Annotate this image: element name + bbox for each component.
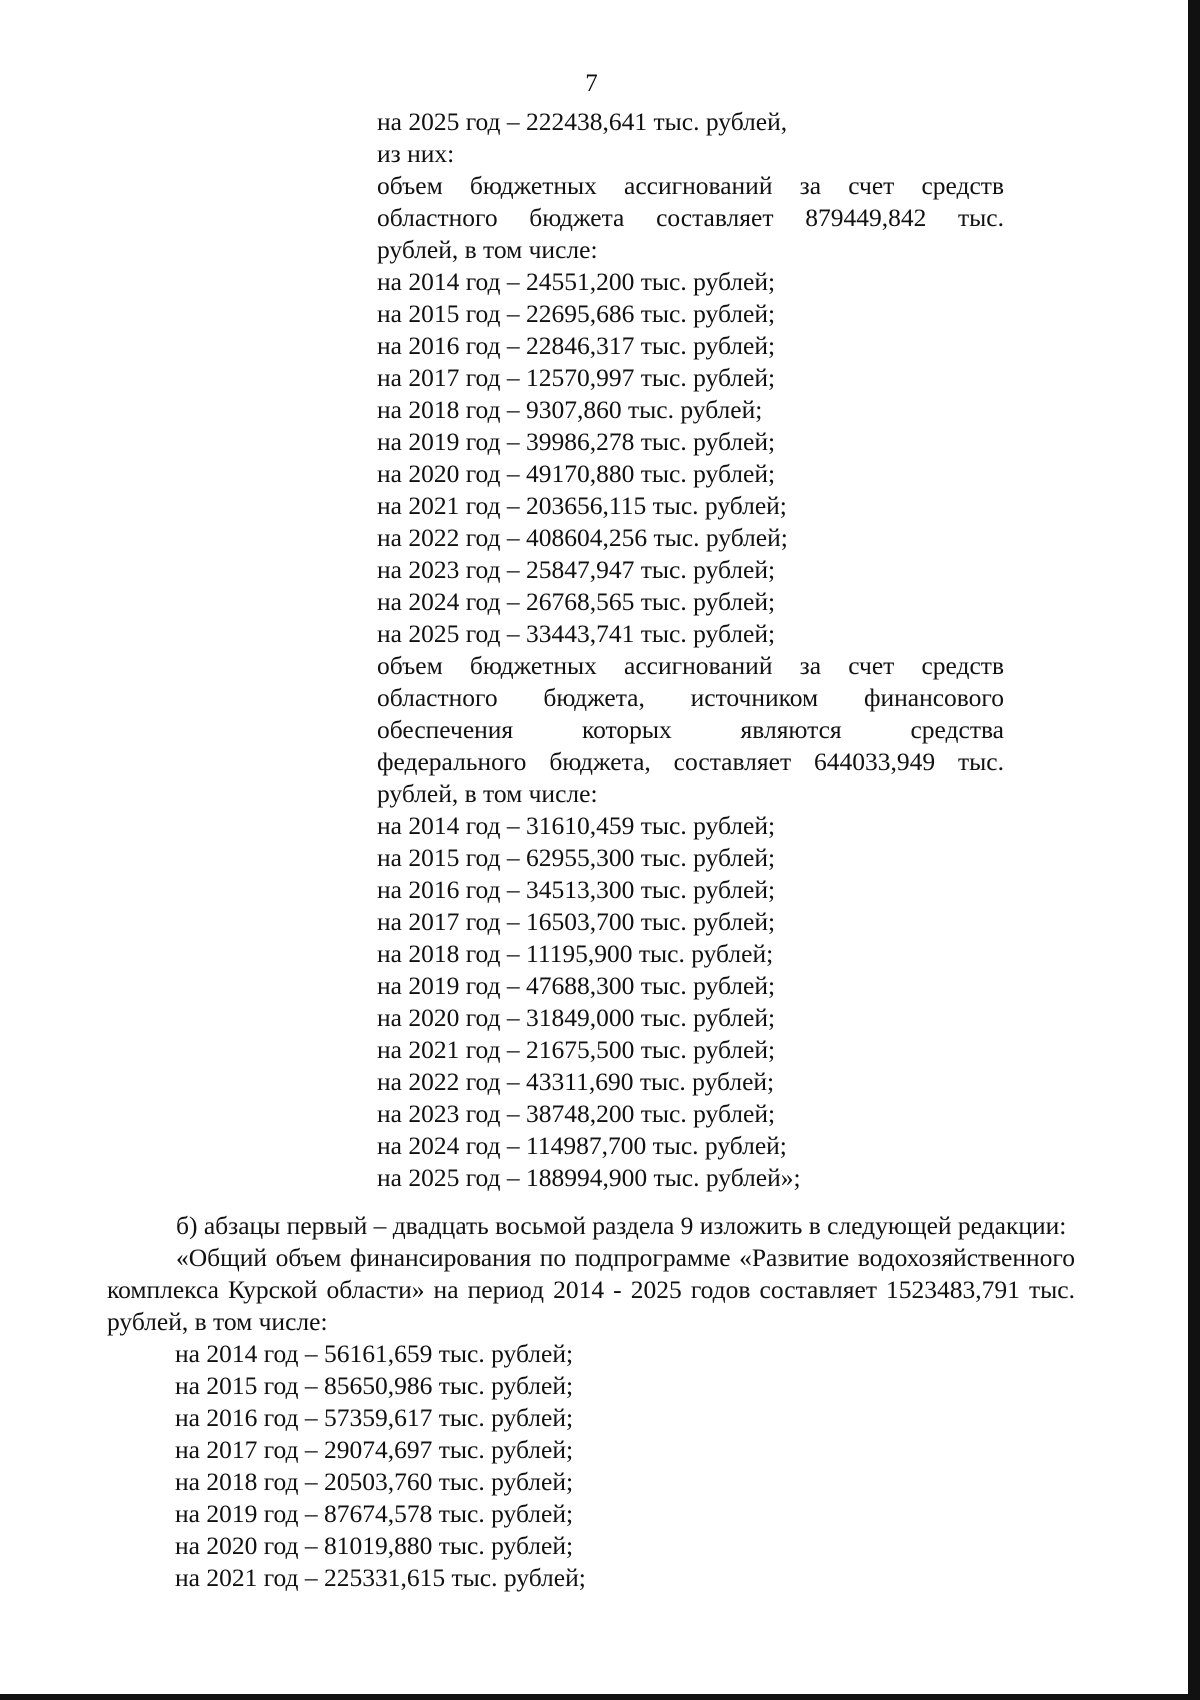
year-line-2025-total: на 2025 год – 222438,641 тыс. рублей, (377, 107, 788, 136)
list-item: на 2020 год – 49170,880 тыс. рублей; (377, 459, 776, 488)
list-item: на 2024 год – 114987,700 тыс. рублей; (377, 1131, 787, 1160)
list-item: на 2017 год – 12570,997 тыс. рублей; (377, 363, 776, 392)
list-item: на 2023 год – 25847,947 тыс. рублей; (377, 555, 776, 584)
financing-details-column (377, 106, 1004, 1194)
list-item: на 2018 год – 11195,900 тыс. рублей; (377, 939, 774, 968)
scan-border-right (1188, 0, 1200, 1700)
list-item: на 2016 год – 57359,617 тыс. рублей; (175, 1403, 574, 1432)
list-item: на 2024 год – 26768,565 тыс. рублей; (377, 587, 776, 616)
list-item: на 2025 год – 33443,741 тыс. рублей; (377, 619, 776, 648)
list-item: на 2017 год – 16503,700 тыс. рублей; (377, 907, 776, 936)
regional-intro-line: объем бюджетных ассигнований за счет средств (377, 171, 1004, 200)
list-item: на 2020 год – 81019,880 тыс. рублей; (175, 1531, 574, 1560)
list-item: на 2019 год – 47688,300 тыс. рублей; (377, 971, 776, 1000)
page-number: 7 (585, 70, 598, 97)
regional-year-list (377, 266, 1004, 650)
list-item: на 2021 год – 203656,115 тыс. рублей; (377, 491, 787, 520)
federal-intro-line: федерального бюджета, составляет 644033,949 тыс. (377, 747, 1004, 776)
list-item: на 2016 год – 22846,317 тыс. рублей; (377, 331, 776, 360)
list-item: на 2019 год – 39986,278 тыс. рублей; (377, 427, 776, 456)
regional-intro-last: рублей, в том числе: (377, 235, 598, 264)
regional-intro-line: областного бюджета составляет 879449,842 тыс. (377, 203, 1004, 232)
list-item: на 2018 год – 9307,860 тыс. рублей; (377, 395, 763, 424)
federal-intro-line: областного бюджета, источником финансового (377, 683, 1004, 712)
list-item: на 2014 год – 24551,200 тыс. рублей; (377, 267, 776, 296)
federal-intro-last: рублей, в том числе: (377, 779, 598, 808)
section-9-amendment (107, 1210, 1075, 1594)
federal-year-list (377, 810, 1004, 1194)
total-year-list (107, 1338, 1075, 1594)
list-item: на 2015 год – 62955,300 тыс. рублей; (377, 843, 776, 872)
federal-intro-line: обеспечения которых являются средства (377, 715, 1004, 744)
list-item: на 2022 год – 408604,256 тыс. рублей; (377, 523, 788, 552)
list-item: на 2021 год – 225331,615 тыс. рублей; (175, 1563, 586, 1592)
list-item: на 2019 год – 87674,578 тыс. рублей; (175, 1499, 574, 1528)
paragraph-total-financing: «Общий объем финансирования по подпрограмме «Развитие водохозяйственного комплекса Курской области» на период 2014 - 2025 годов составляет 1523483,791 тыс. рублей, в том числе: (107, 1243, 1075, 1336)
list-item: на 2020 год – 31849,000 тыс. рублей; (377, 1003, 776, 1032)
federal-intro-line: объем бюджетных ассигнований за счет средств (377, 651, 1004, 680)
list-item: на 2022 год – 43311,690 тыс. рублей; (377, 1067, 775, 1096)
list-item: на 2015 год – 85650,986 тыс. рублей; (175, 1371, 574, 1400)
list-item: на 2018 год – 20503,760 тыс. рублей; (175, 1467, 574, 1496)
list-item: на 2014 год – 31610,459 тыс. рублей; (377, 811, 776, 840)
iz-nih-line: из них: (377, 139, 455, 168)
list-item: на 2023 год – 38748,200 тыс. рублей; (377, 1099, 776, 1128)
scan-border-bottom (0, 1694, 1200, 1700)
list-item: на 2015 год – 22695,686 тыс. рублей; (377, 299, 776, 328)
list-item: на 2021 год – 21675,500 тыс. рублей; (377, 1035, 776, 1064)
list-item: на 2025 год – 188994,900 тыс. рублей»; (377, 1163, 801, 1192)
list-item: на 2016 год – 34513,300 тыс. рублей; (377, 875, 776, 904)
list-item: на 2014 год – 56161,659 тыс. рублей; (175, 1339, 574, 1368)
paragraph-b: б) абзацы первый – двадцать восьмой раздела 9 изложить в следующей редакции: (176, 1211, 1067, 1240)
list-item: на 2017 год – 29074,697 тыс. рублей; (175, 1435, 574, 1464)
